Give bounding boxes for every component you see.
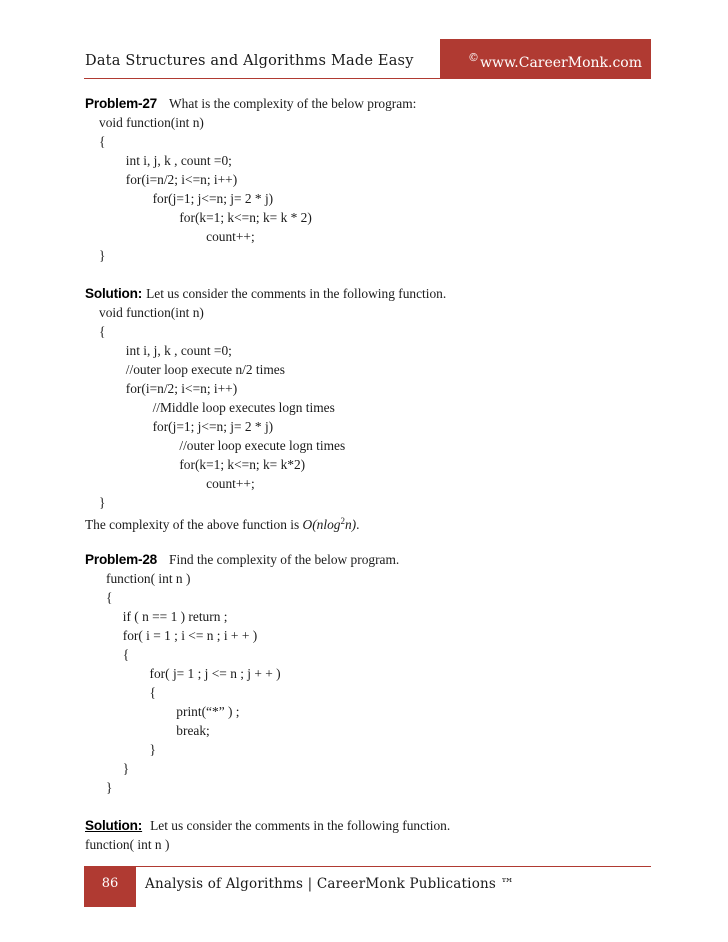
code-line: for(k=1; k<=n; k= k*2) <box>99 457 306 472</box>
code-line: for(j=1; j<=n; j= 2 * j) <box>99 419 274 434</box>
code-line: for(k=1; k<=n; k= k * 2) <box>99 210 312 225</box>
code-line: if ( n == 1 ) return ; <box>106 609 228 624</box>
solution-28-text: Let us consider the comments in the following function. <box>150 818 451 833</box>
code-line: function( int n ) <box>85 837 170 852</box>
code-line: { <box>99 324 106 339</box>
code-line: { <box>106 685 156 700</box>
code-line: //Middle loop executes logn times <box>99 400 335 415</box>
code-line: { <box>106 647 130 662</box>
problem-27-heading <box>85 94 645 113</box>
problem-28-question: Find the complexity of the below program. <box>169 552 400 567</box>
solution-28-code <box>85 835 645 854</box>
complexity-exponent: 2 <box>340 516 345 526</box>
code-line: { <box>106 590 113 605</box>
complexity-formula <box>302 516 360 532</box>
code-line: int i, j, k , count =0; <box>99 153 232 168</box>
code-line: for(i=n/2; i<=n; i++) <box>99 381 238 396</box>
code-line: //outer loop execute n/2 times <box>99 362 285 377</box>
code-line: count++; <box>99 476 255 491</box>
code-line: count++; <box>99 229 255 244</box>
code-line: void function(int n) <box>99 115 204 130</box>
code-line: for(j=1; j<=n; j= 2 * j) <box>99 191 274 206</box>
code-line: void function(int n) <box>99 305 204 320</box>
header-website-box <box>440 39 651 79</box>
solution-28-heading <box>85 816 645 835</box>
footer-rule <box>84 866 651 867</box>
code-line: print(“*” ) ; <box>106 704 240 719</box>
conclusion-prefix: The complexity of the above function is <box>85 517 303 532</box>
conclusion-suffix: . <box>356 517 360 532</box>
code-line: } <box>99 495 106 510</box>
complexity-open: (nlog <box>312 517 341 532</box>
problem-27-label: Problem-27 <box>85 96 158 111</box>
page-number-box <box>84 866 136 907</box>
code-line: function( int n ) <box>106 571 191 586</box>
code-line: break; <box>106 723 210 738</box>
website-url: www.CareerMonk.com <box>480 55 643 71</box>
copyright-symbol: © <box>468 51 479 64</box>
code-line: } <box>106 742 156 757</box>
solution-28-label: Solution: <box>85 818 143 833</box>
code-line: //outer loop execute logn times <box>99 438 346 453</box>
running-header-title: Data Structures and Algorithms Made Easy <box>85 53 414 69</box>
page-number: 86 <box>101 876 119 891</box>
website-label <box>468 51 642 71</box>
code-line: { <box>99 134 106 149</box>
header-rule <box>84 78 651 79</box>
complexity-close: n) <box>344 517 357 532</box>
problem-28-code <box>85 569 645 797</box>
code-line: for( i = 1 ; i <= n ; i + + ) <box>106 628 258 643</box>
code-line: } <box>99 248 106 263</box>
problem-27-code <box>85 113 645 265</box>
code-line: } <box>106 761 130 776</box>
footer-text: Analysis of Algorithms | CareerMonk Publications ™ <box>145 876 515 892</box>
problem-28-label: Problem-28 <box>85 552 158 567</box>
code-line: int i, j, k , count =0; <box>99 343 232 358</box>
solution-27-code <box>85 303 645 512</box>
problem-28-heading <box>85 550 645 569</box>
solution-27-conclusion <box>85 512 645 531</box>
problem-27-question: What is the complexity of the below program: <box>169 96 417 111</box>
solution-27-heading <box>85 284 645 303</box>
code-line: for(i=n/2; i<=n; i++) <box>99 172 238 187</box>
complexity-O: O <box>302 517 313 532</box>
solution-27-label: Solution: <box>85 286 143 301</box>
code-line: for( j= 1 ; j <= n ; j + + ) <box>106 666 281 681</box>
page-content <box>85 94 645 854</box>
code-line: } <box>106 780 113 795</box>
solution-27-text: Let us consider the comments in the following function. <box>146 286 447 301</box>
